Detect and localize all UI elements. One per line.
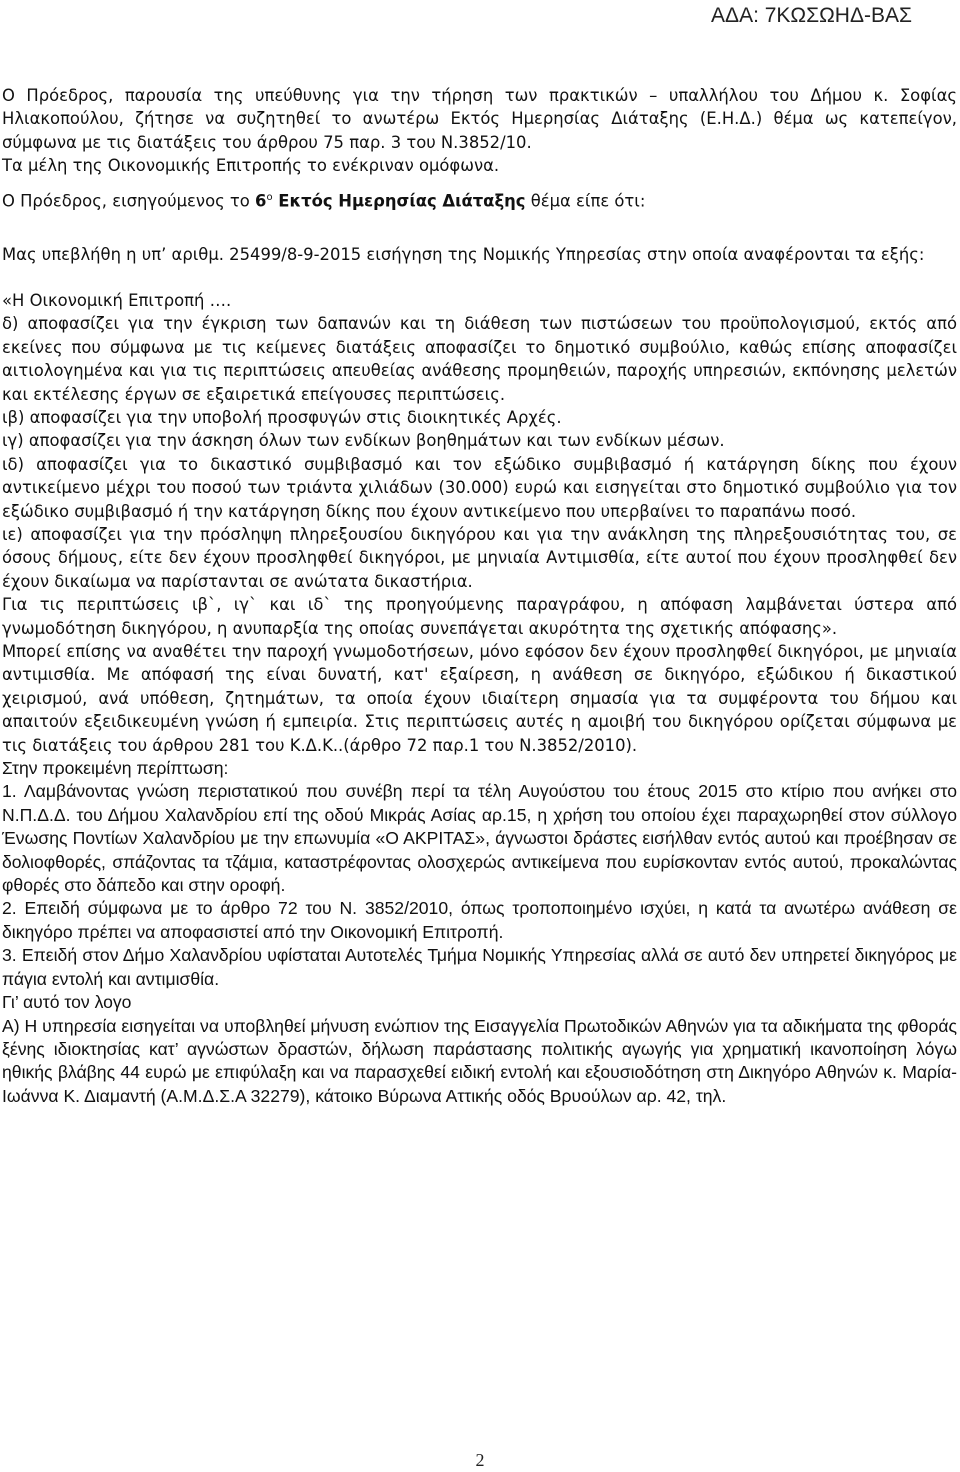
paragraph-point-3: 3. Επειδή στον Δήμο Χαλανδρίου υφίσταται Αυτοτελές Τμήμα Νομικής Υπηρεσίας αλλά σε αυτό δεν υπηρετεί δικηγόρος με πάγια εντολή και αντιμισθία.	[2, 945, 957, 989]
paragraph-item-id: ιδ) αποφασίζει για το δικαστικό συμβιβασμό και τον εξώδικο συμβιβασμό ή κατάργηση δίκης που έχουν αντικείμενο μέχρι του ποσού των τριάντα χιλιάδων (30.000) ευρώ και εισηγείται στο δημοτικό συμβούλιο για τον εξώδικο συμβιβασμό ή την κατάργηση δίκης που έχουν αντικείμενο που υπερβαίνει το παραπάνω ποσό.	[2, 454, 957, 521]
paragraph-therefore: Γι’ αυτό τον λογο	[2, 992, 132, 1013]
paragraph-item-ie: ιε) αποφασίζει για την πρόσληψη πληρεξουσίου δικηγόρου και για την ανάκληση της πληρεξουσιότητας του, σε όσους δήμους, είτε δεν έχουν προσληφθεί δικηγόροι, με μηνιαία Αντιμισθία, είτε αυτοί που έχουν προσληφθεί δεν έχουν δικαίωμα να παρίστανται σε ανώτατα δικαστήρια.	[2, 524, 957, 591]
page-number: 2	[475, 1450, 485, 1470]
paragraph-item-ib: ιβ) αποφασίζει για την υποβολή προσφυγών στις διοικητικές Αρχές.	[2, 407, 562, 427]
paragraph-request: Ο Πρόεδρος, παρουσία της υπεύθυνης για την τήρηση των πρακτικών – υπαλλήλου του Δήμου κ. Σοφίας Ηλιακοπούλου, ζήτησε να συζητηθεί το ανωτέρω Εκτός Ημερησίας Διάταξης (Ε.Η.Δ.) θέμα ως κατεπείγον, σύμφωνα με τις διατάξεις του άρθρου 75 παρ. 3 του Ν.3852/10.	[2, 86, 957, 152]
paragraph-point-2: 2. Επειδή σύμφωνα με το άρθρο 72 του Ν. 3852/2010, όπως τροποποιημένο ισχύει, η κατά τα ανωτέρω ανάθεση σε δικηγόρο πρέπει να αποφασιστεί από την Οικονομική Επιτροπή.	[2, 898, 957, 942]
document-body	[2, 84, 957, 1108]
paragraph-submission: Μας υπεβλήθη η υπ’ αριθμ. 25499/8-9-2015 εισήγηση της Νομικής Υπηρεσίας στην οποία αναφέρονται τα εξής:	[2, 244, 925, 264]
paragraph-item-ig: ιγ) αποφασίζει για την άσκηση όλων των ενδίκων βοηθημάτων και των ενδίκων μέσων.	[2, 431, 725, 451]
ada-code: ΑΔΑ: 7ΚΩΣΩΗΔ-ΒΑΣ	[711, 4, 912, 27]
paragraph-chair-intro: Ο Πρόεδρος, εισηγούμενος το $6^o$ Εκτός Ημερησίας Διάταξης θέμα είπε ότι:	[2, 191, 646, 211]
paragraph-cases: Για τις περιπτώσεις ιβ`, ιγ` και ιδ` της προηγούμενης παραγράφου, η απόφαση λαμβάνεται ύστερα από γνωμοδότηση δικηγόρου, η ανυπαρξία της οποίας συνεπάγεται ακυρότητα της σχετικής απόφασης».	[2, 595, 957, 638]
paragraph-proposal-a: Α) Η υπηρεσία εισηγείται να υποβληθεί μήνυση ενώπιον της Εισαγγελία Πρωτοδικών Αθηνών για τα αδικήματα της φθοράς ξένης ιδιοκτησίας κατ’ αγνώστων δραστών, δήλωση παράστασης πολιτικής αγωγής για χρηματική ικανοποίηση λόγω ηθικής βλάβης 44 ευρώ με επιφύλαξη και να παρασχεθεί ειδική εντολή και εξουσιοδότηση στη Δικηγόρο Αθηνών κ. Μαρία-Ιωάννα Κ. Διαμαντή (Α.Μ.Δ.Σ.Α 32279), κάτοικο Βύρωνα Αττικής οδός Βρυούλων αρ. 42, τηλ.	[2, 1015, 957, 1106]
paragraph-approval: Τα μέλη της Οικονομικής Επιτροπής το ενέκριναν ομόφωνα.	[2, 156, 500, 176]
paragraph-item-d: δ) αποφασίζει για την έγκριση των δαπανών και τη διάθεση των πιστώσεων του προϋπολογισμού, εκτός από εκείνες που σύμφωνα με τις κείμενες διατάξεις αποφασίζει το δημοτικό συμβούλιο, καθώς επίσης αποφασίζει αιτιολογημένα και για τις περιπτώσεις απευθείας ανάθεσης προμηθειών, παροχής υπηρεσιών, εκπόνησης μελετών και εκτέλεσης έργων σε εξαιρετικά επείγουσες περιπτώσεις.	[2, 314, 957, 404]
paragraph-opinions: Μπορεί επίσης να αναθέτει την παροχή γνωμοδοτήσεων, μόνο εφόσον δεν έχουν προσληφθεί δικηγόροι, με μηνιαία αντιμισθία. Με απόφασή της είναι δυνατή, κατ' εξαίρεση, η ανάθεση σε δικηγόρο, εξώδικου ή δικαστικού χειρισμού, ανά υπόθεση, ζητημάτων, τα οποία έχουν ιδιαίτερη σημασία για τα συμφέροντα του δήμου και απαιτούν εξειδικευμένη γνώση ή εμπειρία. Στις περιπτώσεις αυτές η αμοιβή του δικηγόρου ορίζεται σύμφωνα με τις διατάξεις του άρθρου 281 του Κ.Δ.Κ..(άρθρο 72 παρ.1 του Ν.3852/2010).	[2, 642, 957, 755]
paragraph-point-1: 1. Λαμβάνοντας γνώση περιστατικού που συνέβη περί τα τέλη Αυγούστου του έτους 2015 στο κτίριο που ανήκει στο Ν.Π.Δ.Δ. του Δήμου Χαλανδρίου επί της οδού Μικράς Ασίας αρ.15, η χρήση του οποίου έχει παραχωρηθεί στον σύλλογο Ένωσης Ποντίων Χαλανδρίου με την επωνυμία «Ο ΑΚΡΙΤΑΣ», άγνωστοι δράστες εισήλθαν εντός αυτού και προέβησαν σε δολιοφθορές, σπάζοντας τα τζάμια, καταστρέφοντας ολοσχερώς αντικείμενα που ευρίσκονταν εντός αυτού, προκαλώντας φθορές στο δάπεδο και στην οροφή.	[2, 781, 957, 896]
paragraph-current-case: Στην προκειμένη περίπτωση:	[2, 758, 229, 779]
paragraph-quote-start: «Η Οικονομική Επιτροπή ….	[2, 290, 232, 310]
